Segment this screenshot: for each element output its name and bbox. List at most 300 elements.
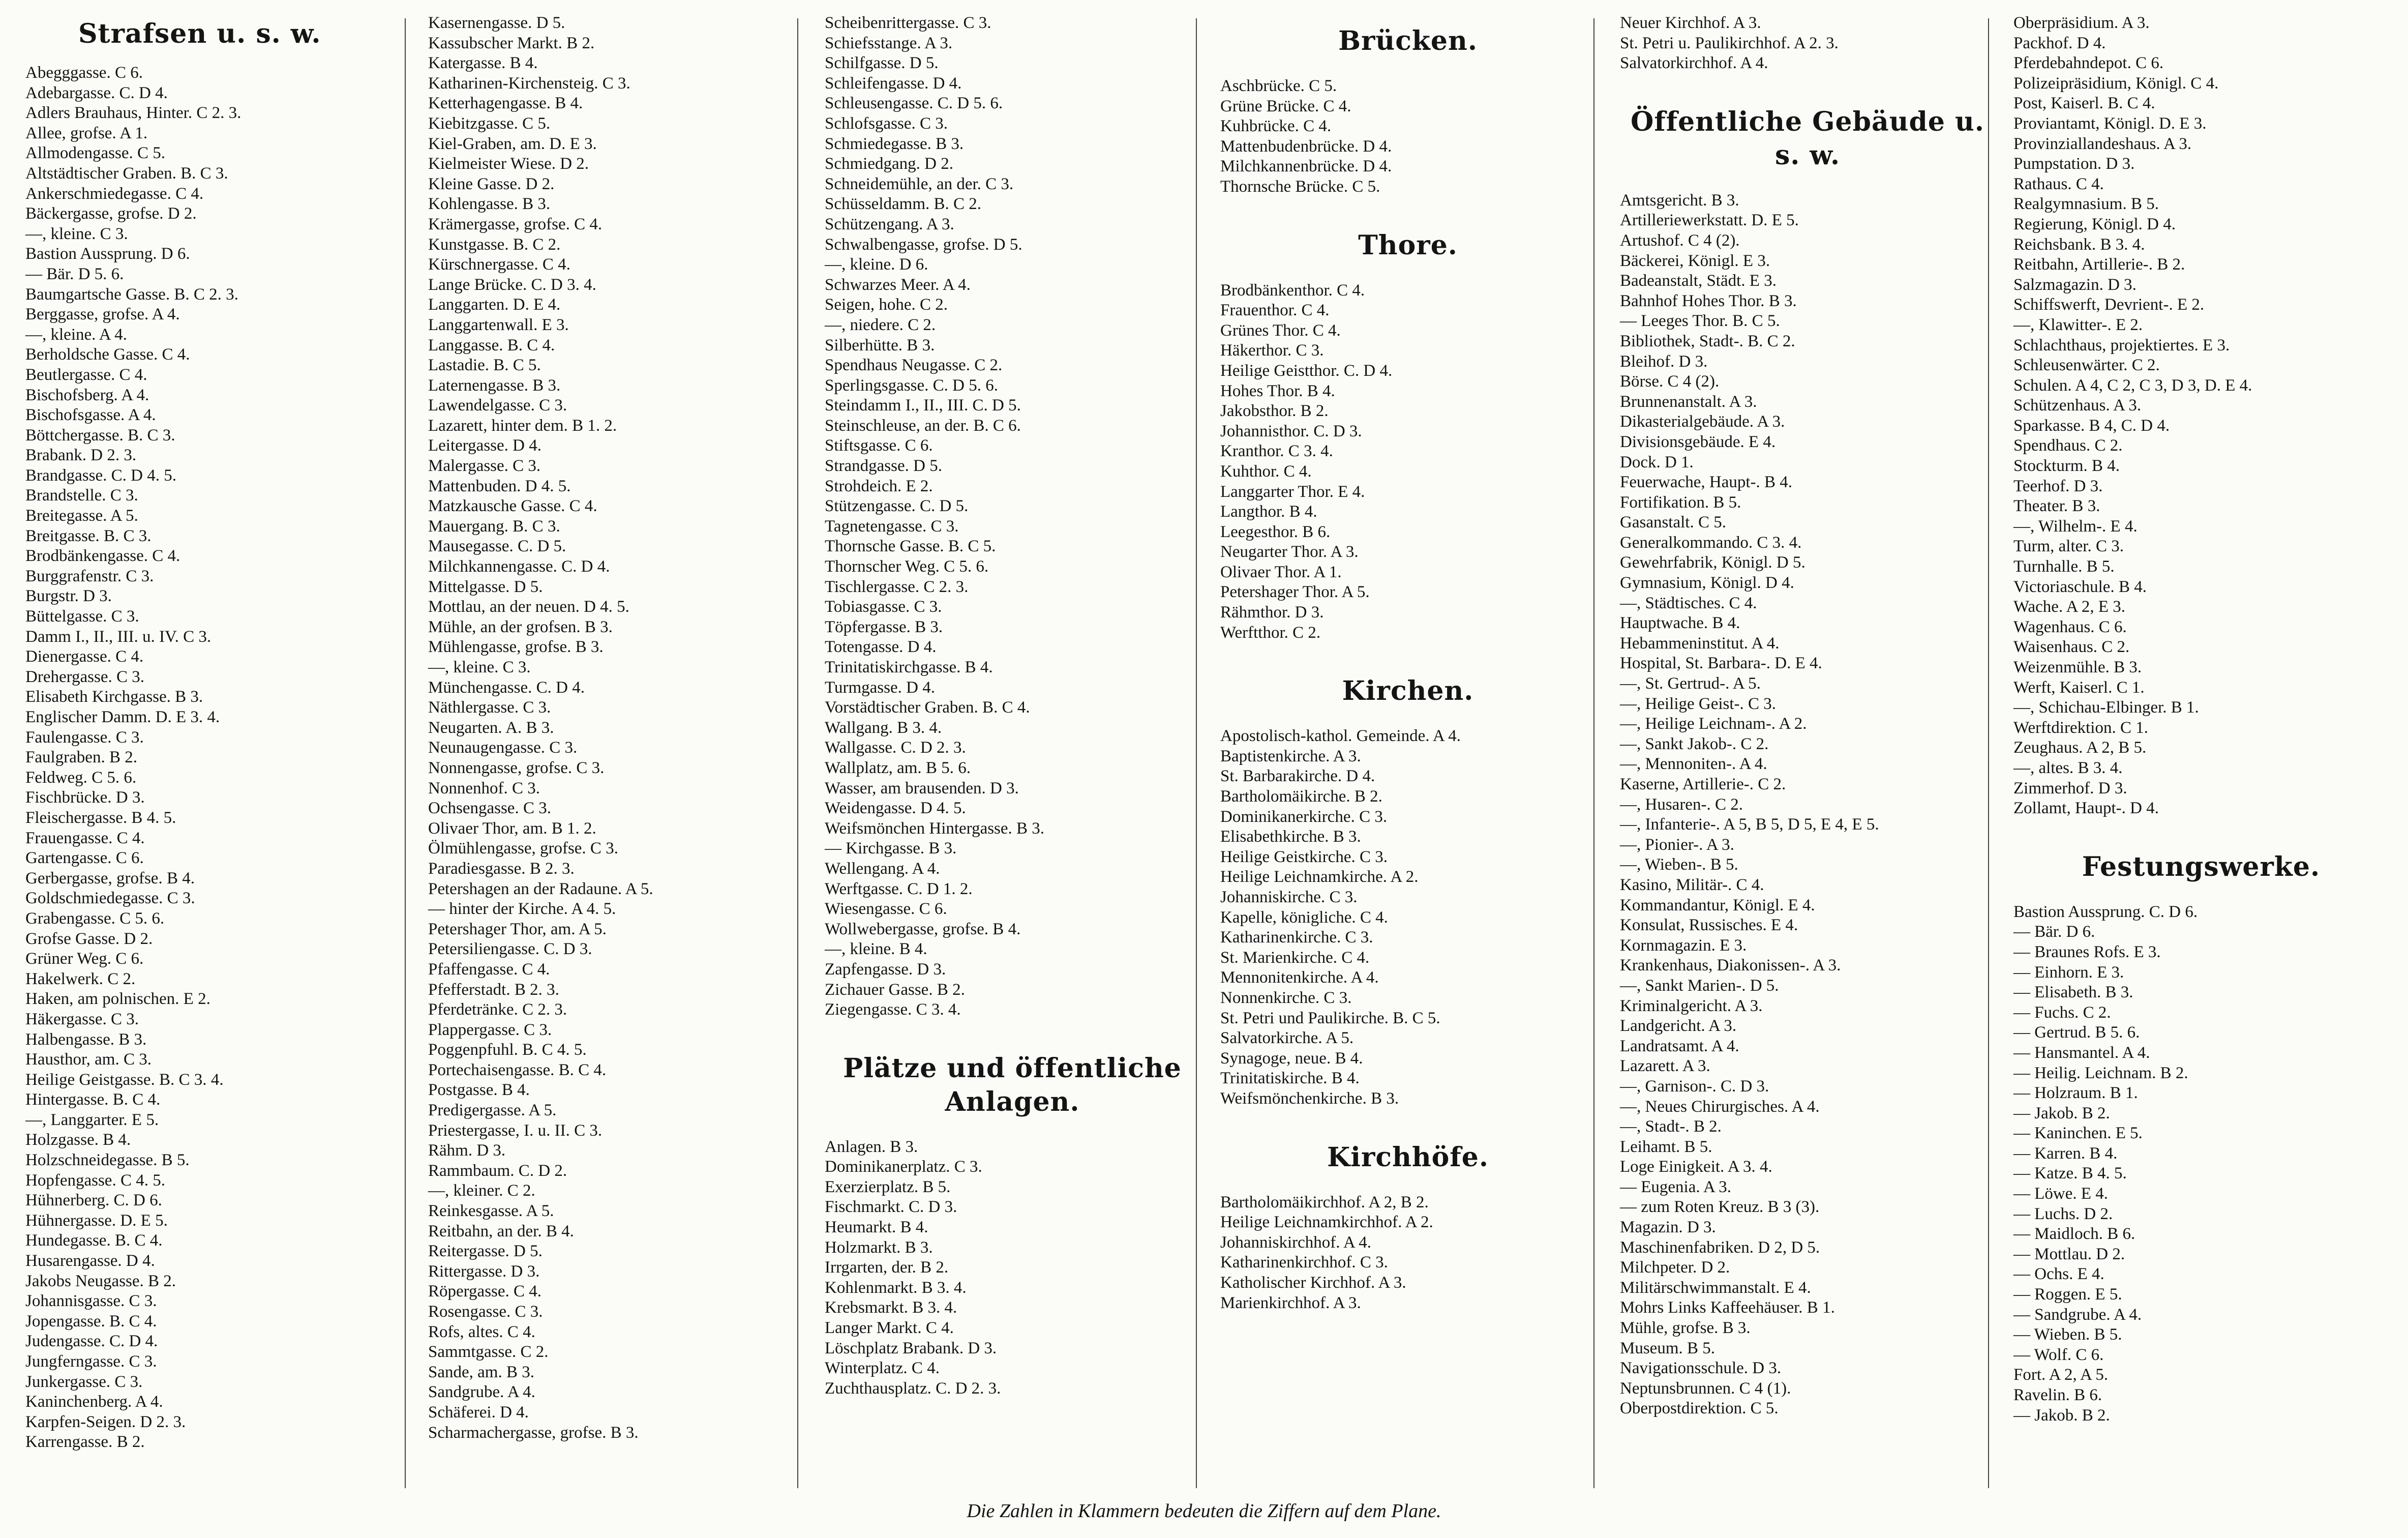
entry-list [425, 13, 806, 1443]
entry-list [1617, 13, 1998, 74]
list-item: Ravelin. B 6. [2013, 1386, 2102, 1404]
list-item: Salvatorkirchhof. A 4. [1620, 54, 1768, 73]
list-item: — Jakob. B 2. [2013, 1104, 2110, 1122]
list-item: Weidengasse. D 4. 5. [825, 799, 966, 818]
list-item: — Roggen. E 5. [2013, 1285, 2122, 1304]
list-item: Wache. A 2, E 3. [2013, 598, 2126, 616]
list-item: Sammtgasse. C 2. [428, 1343, 549, 1362]
list-item: Bleihof. D 3. [1620, 352, 1708, 371]
list-item: Wagenhaus. C 6. [2013, 617, 2127, 636]
list-item: Stockturm. B 4. [2013, 457, 2120, 476]
list-item: Zichauer Gasse. B 2. [825, 980, 965, 999]
list-item: Büttelgasse. C 3. [25, 607, 139, 626]
list-item: Malergasse. C 3. [428, 457, 541, 476]
list-item: Dominikanerkirche. C 3. [1220, 807, 1388, 826]
entry-list [22, 63, 404, 1453]
list-item: Lastadie. B. C 5. [428, 356, 541, 375]
list-item: Maschinenfabriken. D 2, D 5. [1620, 1238, 1820, 1257]
list-item: Berggasse, grofse. A 4. [25, 305, 180, 324]
list-item: Katergasse. B 4. [428, 54, 538, 73]
list-item: Sande, am. B 3. [428, 1363, 534, 1381]
list-item: Elisabethkirche. B 3. [1220, 827, 1361, 846]
list-item: Schwalbengasse, grofse. D 5. [825, 235, 1022, 254]
list-item: Kasernengasse. D 5. [428, 14, 565, 32]
list-item: Schneidemühle, an der. C 3. [825, 174, 1014, 193]
list-item: Pfaffengasse. C 4. [428, 960, 550, 979]
list-item: —, kleine. A 4. [25, 325, 127, 344]
list-item: — Ochs. E 4. [2013, 1265, 2104, 1284]
list-item: Töpfergasse. B 3. [825, 617, 943, 636]
list-item: St. Marienkirche. C 4. [1220, 948, 1370, 967]
list-item: Karrengasse. B 2. [25, 1433, 145, 1452]
list-item: Langer Markt. C 4. [825, 1319, 954, 1338]
list-item: Generalkommando. C 3. 4. [1620, 533, 1802, 552]
list-item: St. Petri u. Paulikirchhof. A 2. 3. [1620, 34, 1839, 52]
list-item: Militärschwimmanstalt. E 4. [1620, 1278, 1811, 1297]
list-item: Stützengasse. C. D 5. [825, 497, 969, 516]
section-heading: Kirchhöfe. [1327, 1141, 1489, 1173]
list-item: —, Wieben-. B 5. [1620, 855, 1738, 874]
list-item: Katharinenkirche. C 3. [1220, 928, 1373, 947]
list-item: Breitegasse. A 5. [25, 507, 138, 525]
list-item: Katharinenkirchhof. C 3. [1220, 1253, 1388, 1272]
list-item: Irrgarten, der. B 2. [825, 1258, 949, 1277]
entry-list [822, 13, 1203, 1020]
list-item: Neugarten. A. B 3. [428, 718, 554, 737]
list-item: Hopfengasse. C 4. 5. [25, 1171, 165, 1190]
list-item: — hinter der Kirche. A 4. 5. [428, 900, 616, 919]
list-item: Fortifikation. B 5. [1620, 493, 1741, 512]
list-item: Baptistenkirche. A 3. [1220, 747, 1361, 765]
list-item: Kaninchenberg. A 4. [25, 1393, 163, 1411]
list-item: — Heilig. Leichnam. B 2. [2013, 1063, 2188, 1082]
list-item: Halbengasse. B 3. [25, 1030, 147, 1049]
list-item: Petershager Thor. A 5. [1220, 583, 1370, 602]
list-item: Dominikanerplatz. C 3. [825, 1158, 982, 1176]
list-item: — Sandgrube. A 4. [2013, 1305, 2142, 1324]
list-item: Artilleriewerkstatt. D. E 5. [1620, 211, 1799, 230]
list-item: Post, Kaiserl. B. C 4. [2013, 94, 2155, 113]
list-item: Tobiasgasse. C 3. [825, 598, 942, 616]
list-item: Fleischergasse. B 4. 5. [25, 808, 176, 827]
list-item: Schleifengasse. D 4. [825, 74, 962, 93]
list-item: Schulen. A 4, C 2, C 3, D 3, D. E 4. [2013, 376, 2252, 395]
footer-note: Die Zahlen in Klammern bedeuten die Ziffern auf dem Plane. [967, 1500, 1441, 1522]
list-item: —, Heilige Leichnam-. A 2. [1620, 715, 1807, 733]
list-item: Heilige Geistgasse. B. C 3. 4. [25, 1070, 224, 1089]
list-item: — Luchs. D 2. [2013, 1204, 2113, 1223]
list-item: Hühnergasse. D. E 5. [25, 1211, 168, 1230]
list-item: Reitergasse. D 5. [428, 1242, 543, 1261]
list-item: Reichsbank. B 3. 4. [2013, 235, 2145, 254]
list-item: Schlofsgasse. C 3. [825, 114, 948, 133]
list-item: Bastion Aussprung. C. D 6. [2013, 902, 2198, 921]
list-item: Weifsmönchen Hintergasse. B 3. [825, 819, 1045, 838]
list-item: Zeughaus. A 2, B 5. [2013, 738, 2147, 757]
list-item: Nonnenkirche. C 3. [1220, 988, 1352, 1007]
list-item: — Wieben. B 5. [2013, 1325, 2122, 1344]
list-item: — Elisabeth. B 3. [2013, 983, 2133, 1002]
list-item: Matzkausche Gasse. C 4. [428, 497, 597, 516]
list-item: Holzmarkt. B 3. [825, 1238, 933, 1257]
list-item: Hausthor, am. C 3. [25, 1050, 152, 1069]
list-item: —, kleine. B 4. [825, 940, 927, 959]
list-item: Bastion Aussprung. D 6. [25, 245, 190, 263]
list-item: Winterplatz. C 4. [825, 1359, 940, 1378]
list-item: Karpfen-Seigen. D 2. 3. [25, 1412, 186, 1431]
list-item: Turnhalle. B 5. [2013, 557, 2115, 576]
list-item: Sparkasse. B 4, C. D 4. [2013, 416, 2170, 435]
column-divider [797, 18, 798, 1488]
list-item: Priestergasse, I. u. II. C 3. [428, 1121, 603, 1140]
list-item: Krämergasse, grofse. C 4. [428, 215, 603, 233]
list-item: Schiffswerft, Devrient-. E 2. [2013, 295, 2205, 314]
list-item: Ziegengasse. C 3. 4. [825, 1000, 961, 1019]
list-item: Schmiedgang. D 2. [825, 155, 953, 173]
list-item: Seigen, hohe. C 2. [825, 295, 948, 314]
list-item: Holzschneidegasse. B 5. [25, 1151, 190, 1170]
list-item: Hühnerberg. C. D 6. [25, 1191, 162, 1210]
list-item: Werftdirektion. C 1. [2013, 718, 2148, 737]
list-item: Altstädtischer Graben. B. C 3. [25, 164, 228, 183]
list-item: Kriminalgericht. A 3. [1620, 996, 1763, 1015]
list-item: Ochsengasse. C 3. [428, 799, 551, 818]
list-item: Reitbahn, an der. B 4. [428, 1222, 574, 1240]
list-item: Silberhütte. B 3. [825, 336, 935, 354]
list-item: — Gertrud. B 5. 6. [2013, 1023, 2140, 1042]
list-item: Bahnhof Hohes Thor. B 3. [1620, 291, 1797, 310]
list-item: Konsulat, Russisches. E 4. [1620, 916, 1798, 935]
list-item: —, Langgarter. E 5. [25, 1110, 159, 1129]
entry-list [2010, 902, 2392, 1426]
list-item: Amtsgericht. B 3. [1620, 191, 1739, 210]
list-item: —, Städtisches. C 4. [1620, 594, 1757, 612]
list-item: — Jakob. B 2. [2013, 1406, 2110, 1425]
list-item: Petersiliengasse. C. D 3. [428, 940, 592, 959]
list-item: Petershagen an der Radaune. A 5. [428, 879, 653, 898]
list-item: Gerbergasse, grofse. B 4. [25, 869, 195, 888]
list-item: Rammbaum. C. D 2. [428, 1161, 567, 1180]
list-item: Langgarter Thor. E 4. [1220, 482, 1365, 501]
list-item: Zollamt, Haupt-. D 4. [2013, 799, 2159, 818]
list-item: Mattenbudenbrücke. D 4. [1220, 137, 1392, 156]
list-item: Grünes Thor. C 4. [1220, 321, 1341, 340]
list-item: Synagoge, neue. B 4. [1220, 1049, 1363, 1068]
list-item: Löschplatz Brabank. D 3. [825, 1339, 997, 1357]
list-item: Wiesengasse. C 6. [825, 900, 947, 919]
list-item: Rofs, altes. C 4. [428, 1322, 535, 1341]
list-item: Breitgasse. B. C 3. [25, 526, 152, 545]
list-item: Artushof. C 4 (2). [1620, 231, 1740, 250]
list-item: — Einhorn. E 3. [2013, 963, 2124, 982]
list-item: Mühle, an der grofsen. B 3. [428, 617, 613, 636]
list-item: Mottlau, an der neuen. D 4. 5. [428, 598, 629, 616]
list-item: Langgasse. B. C 4. [428, 336, 555, 354]
list-item: —, kleiner. C 2. [428, 1181, 535, 1200]
list-item: Salzmagazin. D 3. [2013, 275, 2136, 294]
list-item: Hintergasse. B. C 4. [25, 1090, 161, 1109]
list-item: Marienkirchhof. A 3. [1220, 1293, 1361, 1312]
list-item: Pferdetränke. C 2. 3. [428, 1000, 567, 1019]
list-item: Dienergasse. C 4. [25, 647, 144, 666]
list-item: Kielmeister Wiese. D 2. [428, 155, 589, 173]
list-item: Rosengasse. C 3. [428, 1303, 543, 1321]
list-item: Reitbahn, Artillerie-. B 2. [2013, 255, 2185, 274]
list-item: Pumpstation. D 3. [2013, 155, 2135, 173]
list-item: Trinitatiskirchgasse. B 4. [825, 658, 993, 676]
list-item: Heilige Leichnamkirche. A 2. [1220, 868, 1419, 886]
list-item: Polizeipräsidium, Königl. C 4. [2013, 74, 2219, 93]
list-item: Krebsmarkt. B 3. 4. [825, 1298, 957, 1317]
list-item: Provinziallandeshaus. A 3. [2013, 134, 2192, 153]
list-item: Spendhaus Neugasse. C 2. [825, 356, 1003, 375]
list-item: —, St. Gertrud-. A 5. [1620, 674, 1761, 693]
list-item: Kiebitzgasse. C 5. [428, 114, 551, 133]
list-item: Elisabeth Kirchgasse. B 3. [25, 688, 203, 706]
list-item: — Bär. D 5. 6. [25, 264, 124, 283]
list-item: Theater. B 3. [2013, 497, 2100, 516]
list-item: — Bär. D 6. [2013, 923, 2095, 941]
list-item: Mattenbuden. D 4. 5. [428, 477, 571, 495]
list-item: St. Barbarakirche. D 4. [1220, 767, 1375, 786]
list-item: Bäckergasse, grofse. D 2. [25, 204, 197, 223]
list-item: Wallgang. B 3. 4. [825, 718, 942, 737]
list-item: Börse. C 4 (2). [1620, 372, 1720, 391]
list-item: Sandgrube. A 4. [428, 1383, 535, 1402]
list-item: Exerzierplatz. B 5. [825, 1177, 951, 1196]
column-2 [425, 13, 806, 1496]
list-item: Vorstädtischer Graben. B. C 4. [825, 698, 1030, 717]
list-item: Mauergang. B. C 3. [428, 517, 560, 536]
list-item: Werftgasse. C. D 1. 2. [825, 879, 973, 898]
list-item: Milchpeter. D 2. [1620, 1258, 1730, 1277]
list-item: Portechaisengasse. B. C 4. [428, 1060, 607, 1079]
section-heading: Öffentliche Gebäude u. s. w. [1631, 106, 1984, 171]
section-heading: Brücken. [1338, 25, 1478, 56]
list-item: Kornmagazin. E 3. [1620, 936, 1747, 955]
list-item: Apostolisch-kathol. Gemeinde. A 4. [1220, 727, 1461, 746]
column-4 [1217, 13, 1599, 1496]
column-divider [1593, 18, 1594, 1488]
list-item: Proviantamt, Königl. D. E 3. [2013, 114, 2207, 133]
list-item: Dikasterialgebäude. A 3. [1620, 412, 1785, 431]
column-divider [1196, 18, 1197, 1488]
list-item: Häkergasse. C 3. [25, 1010, 139, 1028]
list-item: Paradiesgasse. B 2. 3. [428, 859, 575, 878]
list-item: Kassubscher Markt. B 2. [428, 34, 595, 52]
list-item: Mennonitenkirche. A 4. [1220, 968, 1379, 987]
list-item: Packhof. D 4. [2013, 34, 2106, 52]
list-item: Abegggasse. C 6. [25, 64, 143, 82]
list-item: Schützenhaus. A 3. [2013, 396, 2142, 415]
list-item: Faulengasse. C 3. [25, 728, 144, 747]
column-6 [2010, 13, 2392, 1496]
list-item: —, Pionier-. A 3. [1620, 835, 1734, 854]
entry-list [2010, 13, 2392, 819]
list-item: Olivaer Thor, am. B 1. 2. [428, 819, 596, 838]
list-item: Weizenmühle. B 3. [2013, 658, 2142, 676]
list-item: Schlachthaus, projektiertes. E 3. [2013, 336, 2230, 354]
list-item: Reinkesgasse. A 5. [428, 1202, 554, 1221]
list-item: Heumarkt. B 4. [825, 1218, 928, 1237]
list-item: Teerhof. D 3. [2013, 477, 2103, 495]
list-item: Judengasse. C. D 4. [25, 1332, 158, 1351]
list-item: Nonnengasse, grofse. C 3. [428, 758, 605, 777]
list-item: Schützengang. A 3. [825, 215, 954, 233]
list-item: Bäckerei, Königl. E 3. [1620, 251, 1770, 270]
list-item: Zuchthausplatz. C. D 2. 3. [825, 1379, 1001, 1398]
list-item: —, Mennoniten-. A 4. [1620, 755, 1767, 774]
list-item: Langgarten. D. E 4. [428, 295, 561, 314]
list-item: Katholischer Kirchhof. A 3. [1220, 1273, 1406, 1292]
list-item: Brodbänkengasse. C 4. [25, 547, 180, 566]
list-item: Oberpostdirektion. C 5. [1620, 1399, 1779, 1418]
list-item: Fischmarkt. C. D 3. [825, 1198, 957, 1217]
entry-list [1217, 1193, 1599, 1314]
list-item: Hebammeninstitut. A 4. [1620, 634, 1780, 653]
list-item: Leitergasse. D 4. [428, 436, 541, 455]
list-item: Münchengasse. C. D 4. [428, 678, 585, 697]
list-item: Goldschmiedegasse. C 3. [25, 889, 195, 908]
list-item: Krankenhaus, Diakonissen-. A 3. [1620, 956, 1841, 975]
list-item: Mühle, grofse. B 3. [1620, 1319, 1751, 1338]
list-item: Kürschnergasse. C 4. [428, 255, 570, 274]
list-item: — Katze. B 4. 5. [2013, 1164, 2127, 1183]
list-item: Brunnenanstalt. A 3. [1620, 392, 1757, 411]
list-item: Divisionsgebäude. E 4. [1620, 432, 1776, 451]
list-item: Lange Brücke. C. D 3. 4. [428, 275, 596, 294]
list-item: Kuhbrücke. C 4. [1220, 117, 1332, 136]
list-item: Mausegasse. C. D 5. [428, 537, 566, 556]
list-item: —, kleine. D 6. [825, 255, 928, 274]
list-item: Steindamm I., II., III. C. D 5. [825, 396, 1021, 415]
list-item: Hakelwerk. C 2. [25, 969, 136, 988]
list-item: Langgartenwall. E 3. [428, 315, 569, 334]
section-heading: Strafsen u. s. w. [78, 18, 321, 49]
entry-list [1217, 726, 1599, 1109]
list-item: Neugarter Thor. A 3. [1220, 543, 1359, 561]
list-item: — Eugenia. A 3. [1620, 1177, 1732, 1196]
list-item: —, altes. B 3. 4. [2013, 758, 2123, 777]
list-item: Bibliothek, Stadt-. B. C 2. [1620, 332, 1795, 350]
list-item: Schäferei. D 4. [428, 1403, 529, 1422]
list-item: Jakobsthor. B 2. [1220, 402, 1329, 421]
list-item: Oberpräsidium. A 3. [2013, 14, 2150, 32]
list-item: Thornscher Weg. C 5. 6. [825, 557, 989, 576]
list-item: Kunstgasse. B. C 2. [428, 235, 561, 254]
list-item: Mohrs Links Kaffeehäuser. B 1. [1620, 1298, 1835, 1317]
list-item: —, kleine. C 3. [428, 658, 531, 676]
list-item: — Braunes Rofs. E 3. [2013, 942, 2161, 961]
list-item: Totengasse. D 4. [825, 638, 937, 657]
list-item: Kohlengasse. B 3. [428, 195, 551, 214]
list-item: Johannisthor. C. D 3. [1220, 422, 1362, 440]
list-item: Neuer Kirchhof. A 3. [1620, 14, 1761, 32]
list-item: Victoriaschule. B 4. [2013, 577, 2147, 596]
list-item: Fort. A 2, A 5. [2013, 1366, 2109, 1384]
list-item: Laternengasse. B 3. [428, 376, 561, 395]
list-item: Turmgasse. D 4. [825, 678, 935, 697]
list-item: Feuerwache, Haupt-. B 4. [1620, 473, 1793, 492]
list-item: Grüner Weg. C 6. [25, 950, 144, 968]
list-item: Frauengasse. C 4. [25, 829, 145, 847]
list-item: Schilfgasse. D 5. [825, 54, 939, 73]
list-item: Kapelle, königliche. C 4. [1220, 908, 1388, 927]
list-item: Werft, Kaiserl. C 1. [2013, 678, 2145, 697]
list-item: Lazarett. A 3. [1620, 1057, 1710, 1076]
list-item: — Leeges Thor. B. C 5. [1620, 312, 1780, 331]
list-item: Strandgasse. D 5. [825, 457, 942, 476]
list-item: — Kirchgasse. B 3. [825, 839, 957, 858]
list-item: Bartholomäikirche. B 2. [1220, 787, 1382, 806]
list-item: Neunaugengasse. C 3. [428, 738, 578, 757]
list-item: Kohlenmarkt. B 3. 4. [825, 1278, 967, 1297]
list-item: Petershager Thor, am. A 5. [428, 920, 607, 938]
list-item: Thornsche Gasse. B. C 5. [825, 537, 996, 556]
list-item: Poggenpfuhl. B. C 4. 5. [428, 1041, 587, 1059]
list-item: Katharinen-Kirchensteig. C 3. [428, 74, 630, 93]
list-item: Lazarett, hinter dem. B 1. 2. [428, 416, 617, 435]
list-item: Schleusenwärter. C 2. [2013, 356, 2160, 375]
list-item: Realgymnasium. B 5. [2013, 195, 2159, 214]
list-item: Schüsseldamm. B. C 2. [825, 195, 982, 214]
list-item: — Fuchs. C 2. [2013, 1003, 2111, 1022]
list-item: Werftthor. C 2. [1220, 623, 1321, 642]
list-item: Brodbänkenthor. C 4. [1220, 281, 1365, 300]
list-item: Schleusengasse. C. D 5. 6. [825, 94, 1003, 113]
list-item: Faulgraben. B 2. [25, 748, 137, 767]
list-item: Englischer Damm. D. E 3. 4. [25, 708, 220, 726]
list-item: Damm I., II., III. u. IV. C 3. [25, 627, 212, 646]
list-item: Thornsche Brücke. C 5. [1220, 177, 1380, 196]
list-item: Mühlengasse, grofse. B 3. [428, 638, 604, 657]
list-item: Waisenhaus. C 2. [2013, 638, 2130, 657]
list-item: Häkerthor. C 3. [1220, 341, 1324, 360]
list-item: —, niedere. C 2. [825, 315, 936, 334]
list-item: Jopengasse. B. C 4. [25, 1312, 157, 1330]
list-item: — Maidloch. B 6. [2013, 1225, 2135, 1244]
column-5 [1617, 13, 1998, 1496]
list-item: Wallplatz, am. B 5. 6. [825, 758, 971, 777]
list-item: Langthor. B 4. [1220, 502, 1317, 521]
list-item: — Löwe. E 4. [2013, 1185, 2109, 1203]
list-item: Bischofsberg. A 4. [25, 386, 149, 404]
list-item: —, Heilige Geist-. C 3. [1620, 694, 1777, 713]
list-item: — Hansmantel. A 4. [2013, 1043, 2150, 1062]
list-item: Olivaer Thor. A 1. [1220, 563, 1342, 581]
list-item: — Karren. B 4. [2013, 1144, 2118, 1163]
list-item: Kleine Gasse. D 2. [428, 174, 555, 193]
list-item: Anlagen. B 3. [825, 1137, 918, 1156]
list-item: Grofse Gasse. D 2. [25, 929, 153, 948]
list-item: Kasino, Militär-. C 4. [1620, 875, 1764, 894]
list-item: Kommandantur, Königl. E 4. [1620, 896, 1815, 914]
list-item: Badeanstalt, Städt. E 3. [1620, 272, 1777, 290]
list-item: —, Neues Chirurgisches. A 4. [1620, 1097, 1820, 1116]
list-item: Predigergasse. A 5. [428, 1101, 557, 1120]
list-item: Schwarzes Meer. A 4. [825, 275, 971, 294]
list-item: Dock. D 1. [1620, 453, 1694, 471]
list-item: — Mottlau. D 2. [2013, 1245, 2125, 1263]
list-item: Zimmerhof. D 3. [2013, 779, 2127, 797]
list-item: Leihamt. B 5. [1620, 1137, 1712, 1156]
list-item: Milchkannengasse. C. D 4. [428, 557, 610, 576]
list-item: Hundegasse. B. C 4. [25, 1231, 163, 1250]
list-item: — Wolf. C 6. [2013, 1345, 2104, 1364]
list-item: Gymnasium, Königl. D 4. [1620, 574, 1794, 593]
list-item: Regierung, Königl. D 4. [2013, 215, 2176, 233]
list-item: Wellengang. A 4. [825, 859, 940, 878]
